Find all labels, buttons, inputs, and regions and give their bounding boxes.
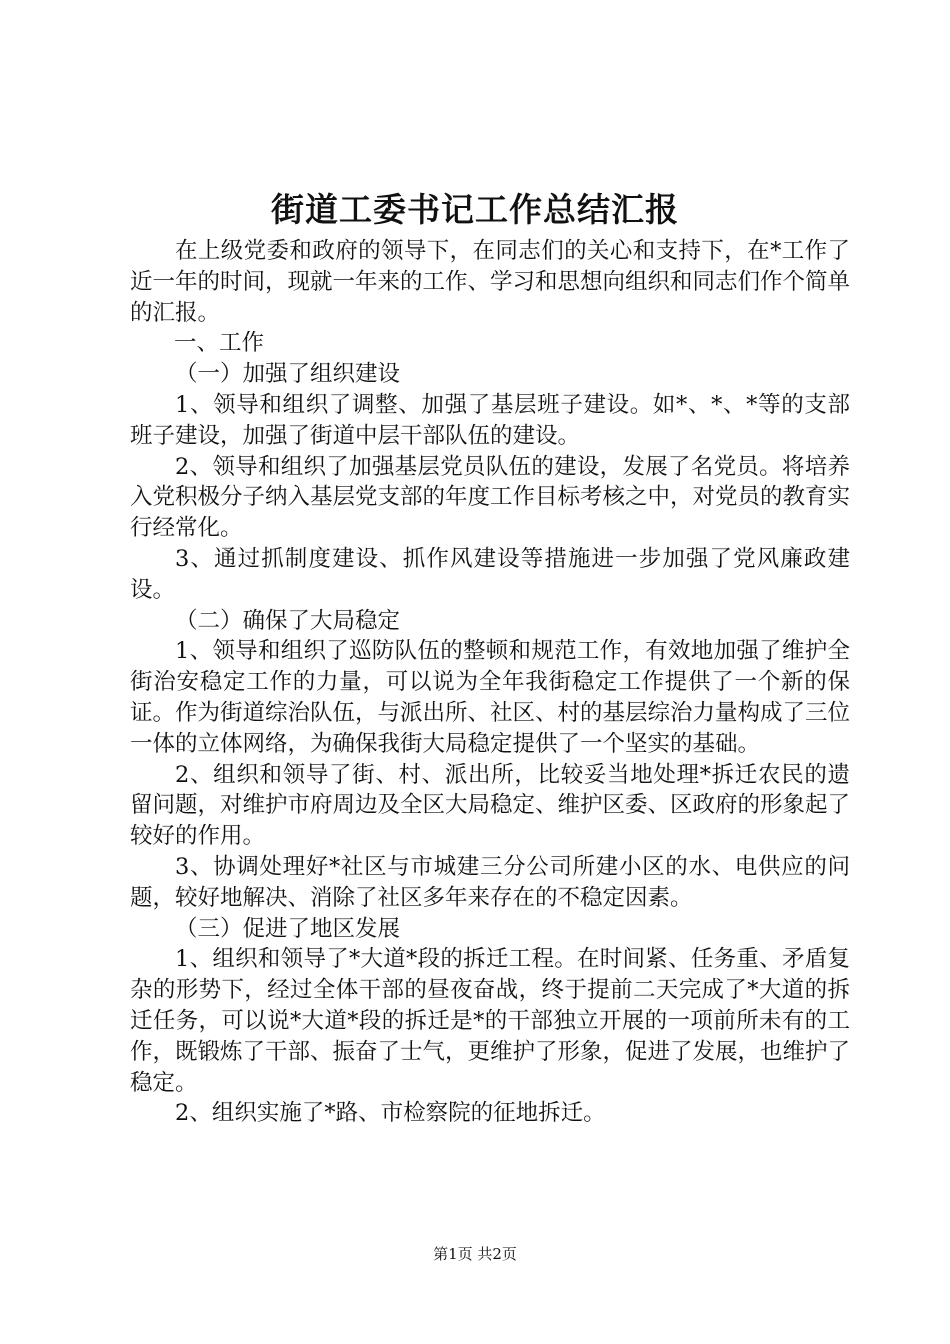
document-body: [130, 236, 850, 1129]
paragraph-item: 2、组织和领导了街、村、派出所，比较妥当地处理*拆迁农民的遗留问题，对维护市府周边及全区大局稳定、维护区委、区政府的形象起了较好的作用。: [130, 761, 851, 850]
paragraph-item: 1、领导和组织了巡防队伍的整顿和规范工作，有效地加强了维护全街治安稳定工作的力量，可以说为全年我街稳定工作提供了一个新的保证。作为街道综治队伍，与派出所、社区、村的基层综治力量构成了三位一体的立体网络，为确保我街大局稳定提供了一个坚实的基础。: [130, 638, 851, 757]
paragraph-intro: 在上级党委和政府的领导下，在同志们的关心和支持下，在*工作了近一年的时间，现就一年来的工作、学习和思想向组织和同志们作个简单的汇报。: [130, 238, 851, 326]
document-title: 街道工委书记工作总结汇报: [271, 190, 679, 229]
paragraph-item: 1、组织和领导了*大道*段的拆迁工程。在时间紧、任务重、矛盾复杂的形势下，经过全体干部的昼夜奋战，终于提前二天完成了*大道的拆迁任务，可以说*大道*段的拆迁是*的干部独立开展的一项前所未有的工作，既锻炼了干部、振奋了士气，更维护了形象，促进了发展，也维护了稳定。: [130, 946, 851, 1096]
paragraph-item: 3、通过抓制度建设、抓作风建设等措施进一步加强了党风廉政建设。: [130, 545, 850, 603]
section-heading-work: 一、工作: [174, 330, 265, 357]
paragraph-item: 2、组织实施了*路、市检察院的征地拆迁。: [175, 1100, 606, 1127]
paragraph-item: 2、领导和组织了加强基层党员队伍的建设，发展了名党员。将培养入党积极分子纳入基层党支部的年度工作目标考核之中，对党员的教育实行经常化。: [130, 453, 851, 542]
subsection-heading-development: （三）促进了地区发展: [175, 915, 401, 942]
paragraph-item: 1、领导和组织了调整、加强了基层班子建设。如*、*、*等的支部班子建设，加强了街道中层干部队伍的建设。: [130, 391, 850, 449]
subsection-heading-organization: （一）加强了组织建设: [175, 361, 401, 388]
page-footer: 第1页 共2页: [433, 1245, 517, 1263]
paragraph-item: 3、协调处理好*社区与市城建三分公司所建小区的水、电供应的问题，较好地解决、消除了社区多年来存在的不稳定因素。: [130, 853, 850, 911]
subsection-heading-stability: （二）确保了大局稳定: [175, 607, 401, 634]
